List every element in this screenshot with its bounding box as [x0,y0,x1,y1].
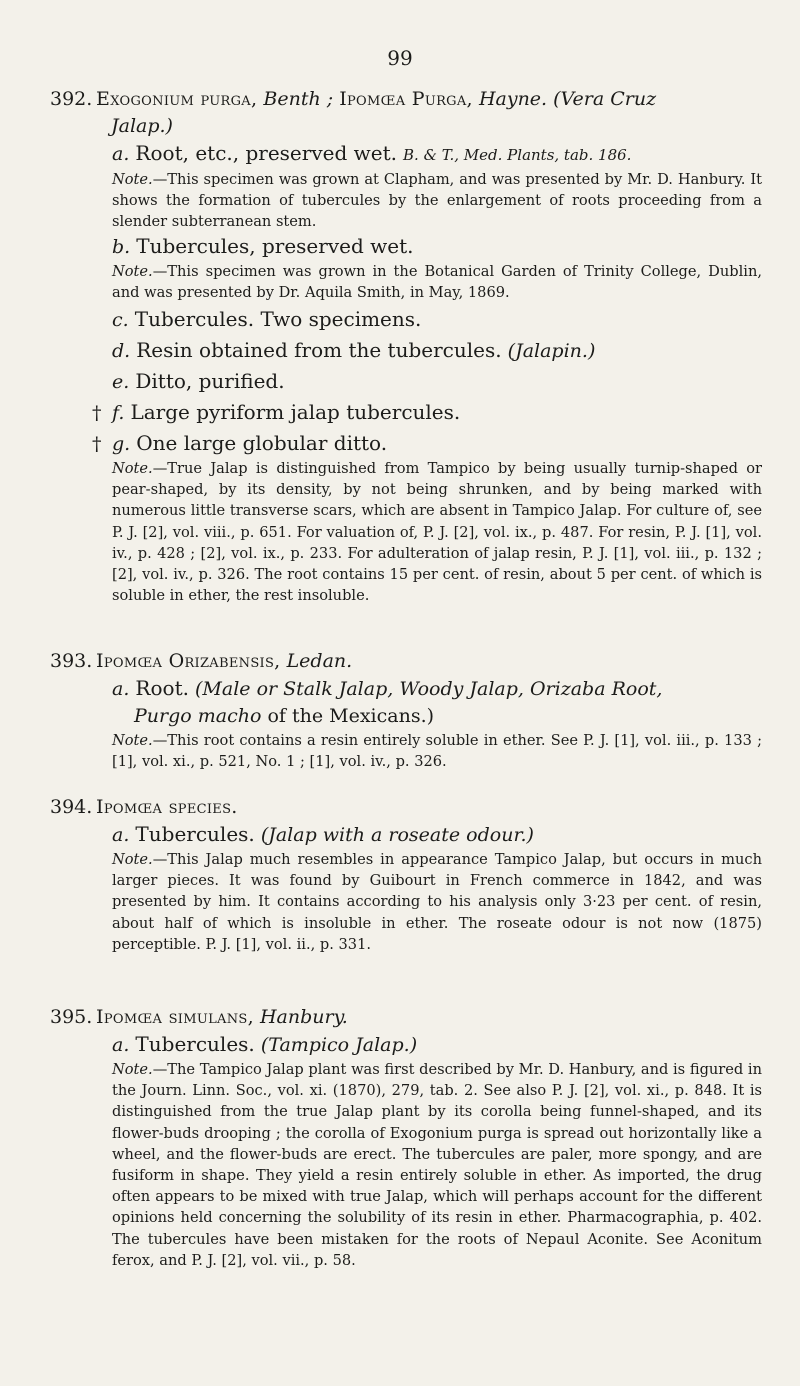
item-label: a. [112,1034,130,1056]
note-a [50,1059,762,1271]
dagger-mark: † [92,433,102,456]
item-label: g. [112,433,131,456]
note-label: Note. [112,851,153,868]
entry-393 [50,648,762,772]
item-label: a. [112,678,130,700]
species-name: Ipomœa Orizabensis, [96,650,281,672]
entry-heading [50,648,762,675]
note-label: Note. [112,1061,153,1078]
synonym-name: Ipomœa Purga, [339,88,473,110]
item-parenthetical-end: of the Mexicans.) [267,705,435,727]
item-label: a. [112,143,130,165]
item-reference: B. & T., Med. Plants, tab. 186. [403,146,632,164]
note-text: —True Jalap is distinguished from Tampico by being usually turnip-shaped or pear-shaped, by its density, by not being shrunken, and by being marked with numerous little transverse scars, which are absent in Tampico Jalap. For culture of, see P. J. [2], vol. viii., p. 651. For valuation of, P. J. [2], vol. ix., p. 487. For resin, P. J. [1], vol. iv., p. 428 ; [2], vol. ix., p. 233. For adulteration of jalap resin, P. J. [1], vol. iii., p. 132 ; [2], vol. iv., p. 326. The root contains 15 per cent. of resin, about 5 per cent. of which is soluble in ether, the rest insoluble. [112,460,762,605]
item-a [50,1031,762,1059]
item-label: d. [112,340,131,363]
dagger-mark: † [92,402,102,425]
item-d [50,337,762,365]
entry-394 [50,794,762,955]
item-text: Ditto, purified. [135,369,285,394]
item-a [50,675,762,703]
item-text: Tubercules, preserved wet. [136,233,414,258]
item-text: Resin obtained from the tubercules. [136,338,502,363]
item-label: a. [112,824,130,846]
note-label: Note. [112,262,153,280]
item-label: e. [112,371,130,394]
item-label: b. [112,235,131,258]
item-text: Large pyriform jalap tubercules. [130,400,461,425]
species-author: Benth ; [263,88,334,110]
item-c [50,306,762,334]
item-text: Root, etc., preserved wet. [135,141,397,165]
entry-heading [50,86,762,113]
item-parenthetical-local-name: Purgo macho [134,705,262,727]
entry-395 [50,1004,762,1271]
species-name: Ipomœa species. [96,796,238,818]
page-number: 99 [387,46,413,70]
item-f [50,399,762,427]
entry-number: 393. [50,650,93,672]
item-text: Tubercules. [135,1032,255,1056]
note-text: —This Jalap much resembles in appearance Tampico Jalap, but occurs in much larger pieces. It was found by Guibourt in French commerce in 1842, and was presented by him. It contains according to his analysis only 3·23 per cent. of resin, about half of which is insoluble in ether. The roseate odour is not now (1875) perceptible. P. J. [1], vol. ii., p. 331. [112,851,762,953]
note-a [50,169,762,233]
note-g [50,458,762,606]
note-label: Note. [112,732,153,749]
note-a [50,730,762,772]
synonym-author: Hayne. [478,88,548,110]
item-parenthetical: (Male or Stalk Jalap, Woody Jalap, Orizaba Root, [195,678,663,700]
item-g [50,430,762,458]
note-text: —This specimen was grown in the Botanical Garden of Trinity College, Dublin, and was presented by Dr. Aquila Smith, in May, 1869. [112,262,762,301]
note-text: —This specimen was grown at Clapham, and was presented by Mr. D. Hanbury. It shows the formation of tubercules by the enlargement of roots proceeding from a slender subterranean stem. [112,171,762,231]
item-text: Tubercules. [135,822,255,846]
note-b [50,261,762,303]
item-a-continued [50,703,762,730]
item-parenthetical: (Jalapin.) [507,340,596,363]
common-name-continued: Jalap.) [111,115,173,137]
entry-number: 395. [50,1006,93,1028]
item-text: Root. [135,676,189,700]
species-author: Hanbury. [259,1006,348,1028]
species-name: Exogonium purga, [96,88,258,110]
item-text: Tubercules. Two specimens. [134,307,422,332]
item-a [50,140,762,169]
note-label: Note. [112,460,153,478]
common-name: (Vera Cruz [553,88,657,110]
entry-number: 392. [50,88,93,110]
species-author: Ledan. [286,650,353,672]
note-a [50,849,762,955]
entry-heading [50,1004,762,1031]
item-parenthetical: (Jalap with a roseate odour.) [260,824,534,846]
entry-392 [50,86,762,606]
item-parenthetical: (Tampico Jalap.) [260,1034,418,1056]
item-label: f. [112,402,125,425]
entry-number: 394. [50,796,93,818]
item-text: One large globular ditto. [136,431,388,456]
note-label: Note. [112,171,153,188]
note-text: —This root contains a resin entirely soluble in ether. See P. J. [1], vol. iii., p. 133 ; [1], vol. xi., p. 521, No. 1 ; [1], vol. iv., p. 326. [112,732,762,771]
item-a [50,821,762,849]
entry-heading [50,794,762,821]
species-name: Ipomœa simulans, [96,1006,254,1028]
item-e [50,368,762,396]
note-text: —The Tampico Jalap plant was first described by Mr. D. Hanbury, and is figured in the Journ. Linn. Soc., vol. xi. (1870), 279, tab. 2. See also P. J. [2], vol. xi., p. 848. It is distinguished from the true Jalap plant by its corolla being funnel-shaped, and its flower-buds drooping ; the corolla of Exogonium purga is spread out horizontally like a wheel, and the flower-buds are erect. The tubercules are paler, more spongy, and are fusiform in shape. They yield a resin entirely soluble in ether. As imported, the drug often appears to be mixed with true Jalap, which will perhaps account for the different opinions held concerning the solubility of its resin in ether. Pharmacographia, p. 402. The tubercules have been mistaken for the roots of Nepaul Aconite. See Aconitum ferox, and P. J. [2], vol. vii., p. 58. [112,1061,762,1269]
item-label: c. [112,309,129,332]
item-b [50,233,762,261]
